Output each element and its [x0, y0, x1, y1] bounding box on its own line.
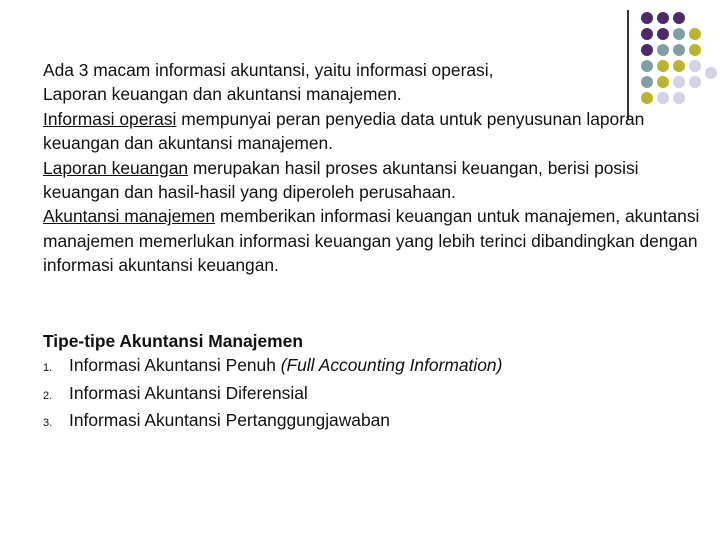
decorative-dot	[657, 28, 669, 40]
decorative-dot	[657, 44, 669, 56]
decorative-dot	[641, 44, 653, 56]
list-number: 1.	[43, 362, 53, 375]
paragraph-informasi-operasi-text: mempunyai peran penyedia data untuk penyusunan laporan keuangan dan akuntansi manajemen.	[43, 108, 645, 154]
list-item	[43, 381, 703, 408]
list-item-text	[69, 353, 502, 377]
list-number: 3.	[43, 417, 53, 430]
paragraph-akuntansi-manajemen-text: memberikan informasi keuangan untuk manajemen, akuntansi manajemen memerlukan informasi keuangan yang lebih terinci dibandingkan dengan informasi akuntansi keuangan.	[43, 206, 700, 276]
list-item-label: Informasi Akuntansi Diferensial	[69, 382, 308, 403]
decorative-dot	[689, 44, 701, 56]
decorative-dot	[641, 12, 653, 24]
list-number: 2.	[43, 389, 53, 402]
paragraph-laporan-keuangan-text: merupakan hasil proses akuntansi keuangan, berisi posisi keuangan dan hasil-hasil yang diperoleh perusahaan.	[43, 157, 639, 203]
decorative-dot	[673, 28, 685, 40]
decorative-dot	[641, 28, 653, 40]
intro-line-1: Ada 3 macam informasi akuntansi, yaitu informasi operasi,	[43, 60, 494, 80]
list-item-text	[69, 408, 390, 432]
term-informasi-operasi: Informasi operasi	[43, 108, 177, 129]
decorative-dot	[657, 12, 669, 24]
list-item-label: Informasi Akuntansi Pertanggungjawaban	[69, 410, 390, 431]
decorative-dot	[673, 12, 685, 24]
list-item-italic: (Full Accounting Information)	[280, 355, 503, 376]
list-item	[43, 408, 703, 435]
decorative-dot	[689, 28, 701, 40]
list-item	[43, 353, 703, 380]
term-akuntansi-manajemen: Akuntansi manajemen	[43, 206, 216, 227]
decorative-dot	[705, 67, 717, 79]
paragraph-laporan-keuangan	[43, 156, 703, 205]
types-list	[43, 353, 703, 435]
paragraph-informasi-operasi	[43, 107, 703, 156]
list-item-label: Informasi Akuntansi Penuh	[69, 355, 281, 376]
section-title: Tipe-tipe Akuntansi Manajemen	[43, 331, 303, 351]
list-item-text	[69, 381, 308, 405]
intro-line-2: Laporan keuangan dan akuntansi manajemen.	[43, 84, 402, 105]
decorative-dot	[673, 44, 685, 56]
intro-text	[43, 58, 703, 278]
term-laporan-keuangan: Laporan keuangan	[43, 157, 189, 178]
types-section	[43, 329, 703, 436]
paragraph-akuntansi-manajemen	[43, 204, 703, 277]
